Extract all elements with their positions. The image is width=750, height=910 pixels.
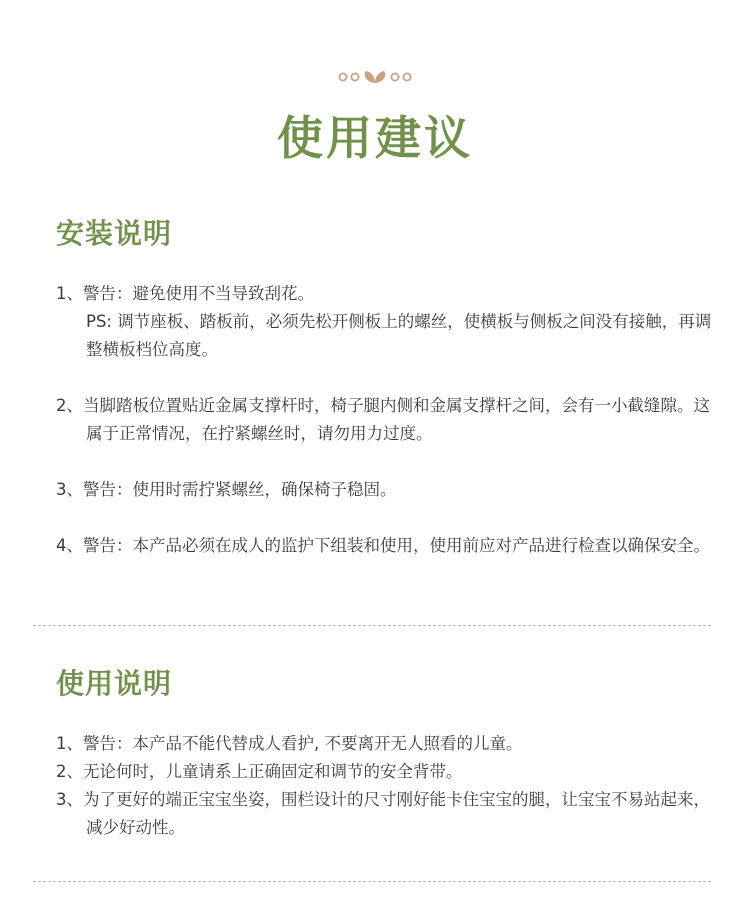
usage-item-1: 1、警告：本产品不能代替成人看护, 不要离开无人照看的儿童。 [56,734,523,753]
bottom-divider [33,881,711,882]
install-item-1-note: PS: 调节座板、踏板前，必须先松开侧板上的螺丝，使横板与侧板之间没有接触，再调整横板档位高度。 [86,312,712,359]
section-divider [33,625,711,626]
install-item-3: 3、警告：使用时需拧紧螺丝，确保椅子稳固。 [56,480,397,499]
install-section-title: 安装说明 [56,217,173,250]
usage-item-2: 2、无论何时，儿童请系上正确固定和调节的安全背带。 [56,762,463,781]
install-item-1 [56,280,726,364]
install-item-2: 2、当脚踏板位置贴近金属支撑杆时，椅子腿内侧和金属支撑杆之间，会有一小截缝隙。这属于正常情况，在拧紧螺丝时，请勿用力过度。 [56,396,710,443]
install-item-1-text: 1、警告：避免使用不当导致刮花。 [56,284,314,303]
install-item-4: 4、警告：本产品必须在成人的监护下组装和使用，使用前应对产品进行检查以确保安全。 [56,536,710,555]
page-title: 使用建议 [277,111,473,165]
usage-item-3: 3、为了更好的端正宝宝坐姿，围栏设计的尺寸刚好能卡住宝宝的腿，让宝宝不易站起来，减少好动性。 [56,790,710,837]
leaf-ornament-icon [0,64,750,88]
usage-section-title: 使用说明 [56,667,173,700]
